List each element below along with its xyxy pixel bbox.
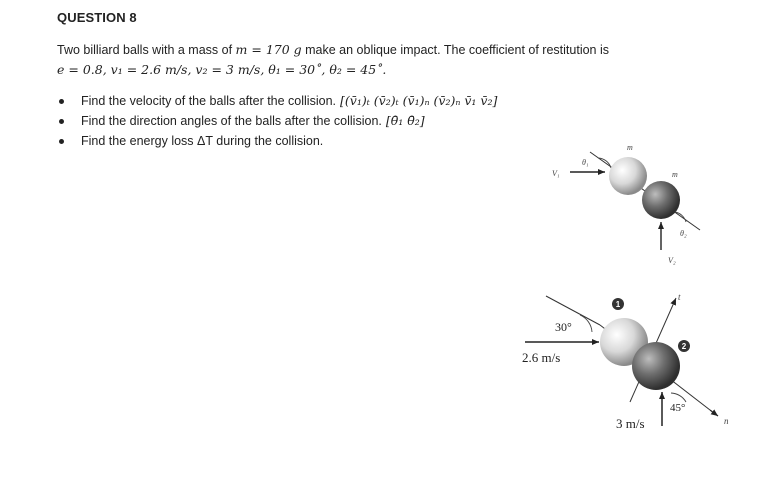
ball-1 (609, 157, 647, 195)
mass-label-2: m (672, 170, 678, 179)
angle-45-arc (671, 393, 686, 402)
bottom-diagram (522, 292, 729, 431)
top-diagram (552, 143, 700, 265)
problem-given-values: e = 0.8, v₁ = 2.6 m/s, v₂ = 3 m/s, θ₁ = 30˚, θ₂ = 45˚. (57, 62, 387, 77)
task-hint: [(v̄₁)ₜ (v̄₂)ₜ (v̄₁)ₙ (v̄₂)ₙ v̄₁ v̄₂] (340, 93, 498, 108)
task-text: Find the direction angles of the balls after the collision. (81, 114, 382, 128)
mass-value: m = 170 g (235, 42, 302, 57)
theta1-label: θ₁ (582, 158, 589, 167)
question-title: QUESTION 8 (57, 10, 137, 25)
task-text: Find the velocity of the balls after the collision. (81, 94, 336, 108)
task-hint: [θ̄₁ θ̄₂] (385, 113, 425, 128)
v1-label: V₁ (552, 169, 560, 178)
n-axis-label: n (724, 416, 729, 426)
angle-30-label: 30° (555, 320, 572, 334)
problem-text: Two billiard balls with a mass of (57, 43, 236, 57)
mass-label-1: m (627, 143, 633, 152)
ball-2 (632, 342, 680, 390)
t-axis-label: t (678, 292, 681, 302)
angle-45-label: 45° (670, 402, 686, 414)
problem-text-rest: make an oblique impact. The coefficient of restitution is (301, 43, 609, 57)
ball-2 (642, 181, 680, 219)
v2-label: V₂ (668, 256, 676, 265)
speed-2-label: 3 m/s (616, 416, 645, 431)
ball-2-number: 2 (681, 342, 687, 351)
speed-1-label: 2.6 m/s (522, 350, 561, 365)
theta2-label: θ₂ (680, 229, 687, 238)
ball-1-number: 1 (615, 300, 621, 309)
task-text: Find the energy loss ΔT during the collision. (81, 134, 324, 148)
n-axis-arrow (710, 410, 718, 416)
